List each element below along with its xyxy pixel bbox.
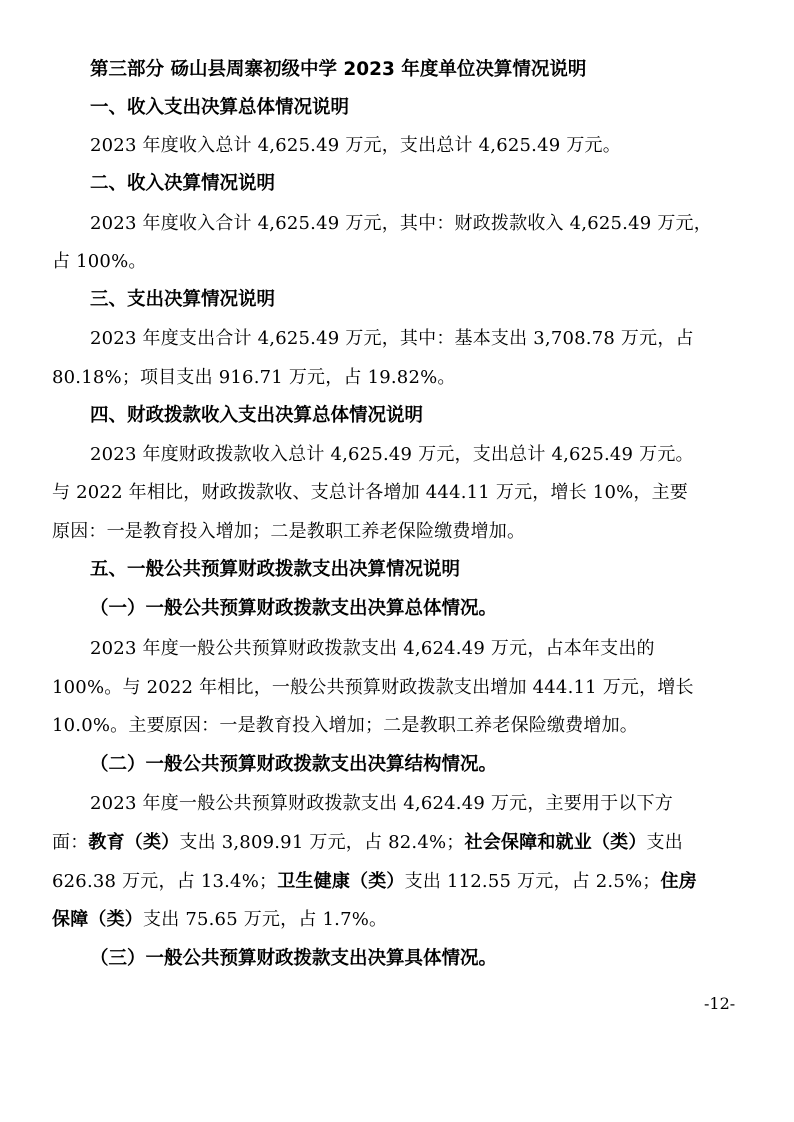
section-heading-2: 二、收入决算情况说明 (90, 173, 276, 194)
section-heading-5: 五、一般公共预算财政拨款支出决算情况说明 (90, 559, 461, 580)
subsection-heading-2: （二）一般公共预算财政拨款支出决算结构情况。 (90, 754, 498, 775)
text-run: 支出 (646, 832, 683, 853)
paragraph-line (52, 870, 697, 894)
category-housing: 住房 (660, 871, 697, 892)
section-heading-3: 三、支出决算情况说明 (90, 289, 276, 310)
paragraph-line: 2023 年度收入合计 4,625.49 万元，其中：财政拨款收入 4,625.49 万元， (90, 213, 712, 234)
section-heading-1: 一、收入支出决算总体情况说明 (90, 97, 350, 118)
paragraph-line (52, 908, 387, 932)
paragraph-line: 10.0%。主要原因：一是教育投入增加；二是教职工养老保险缴费增加。 (52, 715, 638, 736)
category-social-security: 社会保障和就业（类） (464, 832, 647, 853)
paragraph-line: 100%。与 2022 年相比，一般公共预算财政拨款支出增加 444.11 万元，增长 (52, 677, 694, 698)
category-housing-cont: 保障（类） (52, 909, 143, 930)
text-run: 面： (52, 832, 89, 853)
text-run: 支出 3,809.91 万元，占 82.4%； (179, 832, 465, 853)
paragraph-line (52, 831, 683, 855)
paragraph-line: 2023 年度支出合计 4,625.49 万元，其中：基本支出 3,708.78 万元，占 (90, 328, 694, 349)
text-run: 626.38 万元，占 13.4%； (52, 871, 278, 892)
page-number: -12- (704, 994, 736, 1013)
document-title: 第三部分 砀山县周寨初级中学 2023 年度单位决算情况说明 (90, 59, 587, 80)
section-heading-4: 四、财政拨款收入支出决算总体情况说明 (90, 405, 424, 426)
paragraph-line: 原因：一是教育投入增加；二是教职工养老保险缴费增加。 (52, 521, 526, 542)
paragraph-line: 2023 年度财政拨款收入总计 4,625.49 万元，支出总计 4,625.49 万元。 (90, 444, 694, 465)
text-run: 支出 75.65 万元，占 1.7%。 (143, 909, 388, 930)
paragraph-line: 80.18%；项目支出 916.71 万元，占 19.82%。 (52, 367, 456, 388)
paragraph-line: 占 100%。 (52, 251, 147, 272)
category-health: 卫生健康（类） (277, 871, 405, 892)
paragraph-line: 2023 年度收入总计 4,625.49 万元，支出总计 4,625.49 万元。 (90, 135, 621, 156)
paragraph-line: 2023 年度一般公共预算财政拨款支出 4,624.49 万元，主要用于以下方 (90, 793, 673, 814)
text-run: 支出 112.55 万元，占 2.5%； (404, 871, 661, 892)
category-education: 教育（类） (88, 832, 180, 853)
subsection-heading-3: （三）一般公共预算财政拨款支出决算具体情况。 (90, 948, 498, 969)
paragraph-line: 2023 年度一般公共预算财政拨款支出 4,624.49 万元，占本年支出的 (90, 638, 655, 659)
paragraph-line: 与 2022 年相比，财政拨款收、支总计各增加 444.11 万元，增长 10%，主要 (52, 482, 689, 503)
subsection-heading-1: （一）一般公共预算财政拨款支出决算总体情况。 (90, 598, 498, 619)
